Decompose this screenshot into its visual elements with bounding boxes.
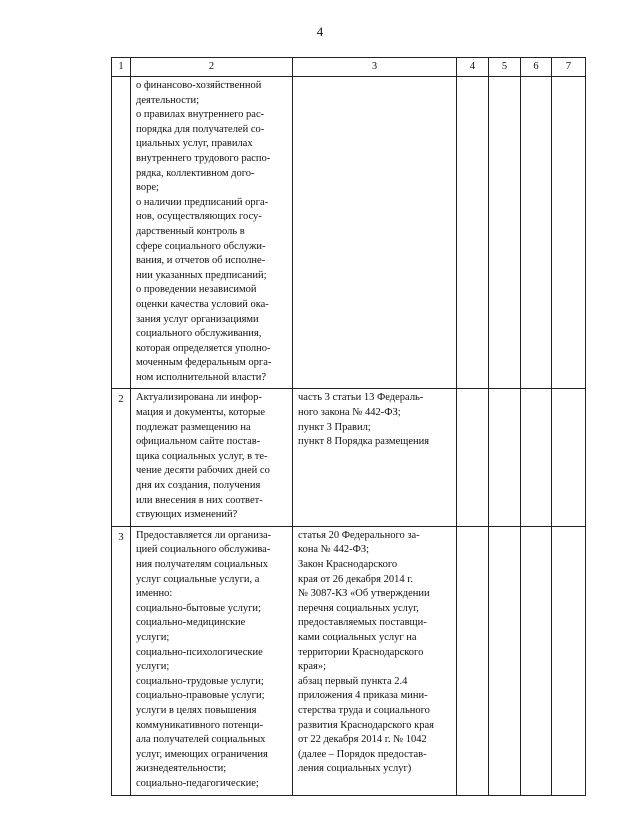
column-header: 5 [489, 58, 521, 77]
row-number: 2 [118, 394, 124, 406]
column-header: 4 [457, 58, 489, 77]
empty-cell [457, 526, 489, 795]
reference-text: часть 3 статьи 13 Федераль- ного закона № 442-ФЗ; пункт 3 Правил; пункт 8 Порядка размещения [298, 392, 430, 448]
table-row [112, 526, 586, 795]
question-cell [131, 389, 293, 526]
question-cell [131, 77, 293, 389]
question-text: о финансово-хозяйственной деятельности; о правилах внутреннего рас- порядка для получателей со- циальных услуг, правилах внутреннего трудового распо- рядка, коллективном дого- воре; о наличии предписаний орга- нов, осуществляющих госу- дарственный контроль в сфере социального обслужи- вания, и отчетов об исполне- нии указанных предписаний; о проведении независимой оценки качества условий ока- зания услуг организациями социального обслуживания, которая определяется уполно- моченным федеральным орга- ном исполнительной власти? [136, 80, 272, 383]
reference-text [293, 77, 456, 82]
page-number: 4 [316, 24, 324, 39]
table-header-row [112, 58, 586, 77]
empty-cell [489, 77, 521, 389]
empty-cell [457, 77, 489, 389]
row-number-cell [112, 526, 131, 795]
reference-text: статья 20 Федерального за- кона № 442-ФЗ; Закон Краснодарского края от 26 декабря 2014 г. № 3087-КЗ «Об утверждении перечня социальных услуг, предоставляемых поставщи- ками социальных услуг на территории Краснодарского края»; абзац первый пункта 2.4 приложения 4 приказа мини- стерства труда и социального развития Краснодарского края от 22 декабря 2014 г. № 1042 (далее – Порядок предостав- ления социальных услуг) [298, 529, 434, 775]
row-number [112, 77, 130, 81]
column-header: 3 [293, 58, 457, 77]
row-number: 3 [118, 531, 124, 543]
empty-cell [521, 77, 552, 389]
table-row [112, 389, 586, 526]
reference-cell [293, 77, 457, 389]
empty-cell [552, 389, 586, 526]
empty-cell [552, 77, 586, 389]
question-text: Актуализирована ли инфор- мация и документы, которые подлежат размещению на официальном сайте постав- щика социальных услуг, в те- чение десяти рабочих дней со дня их создания, получения или внесения в них соответ- ствующих изменений? [136, 392, 270, 521]
empty-cell [521, 389, 552, 526]
column-header: 1 [112, 58, 131, 77]
checklist-table [111, 57, 586, 796]
row-number-cell [112, 77, 131, 389]
table-row [112, 77, 586, 389]
reference-cell [293, 526, 457, 795]
column-header: 6 [521, 58, 552, 77]
row-number-cell [112, 389, 131, 526]
empty-cell [457, 389, 489, 526]
column-header: 2 [131, 58, 293, 77]
empty-cell [521, 526, 552, 795]
column-header: 7 [552, 58, 586, 77]
reference-cell [293, 389, 457, 526]
empty-cell [552, 526, 586, 795]
question-text: Предоставляется ли организа- цией социального обслужива- ния получателям социальных услуг социальные услуги, а именно: социально-бытовые услуги; социально-медицинские услуги; социально-психологические услуги; социально-трудовые услуги; социально-правовые услуги; услуги в целях повышения коммуникативного потенци- ала получателей социальных услуг, имеющих ограничения жизнедеятельности; социально-педагогические; [136, 529, 272, 789]
question-cell [131, 526, 293, 795]
empty-cell [489, 526, 521, 795]
empty-cell [489, 389, 521, 526]
